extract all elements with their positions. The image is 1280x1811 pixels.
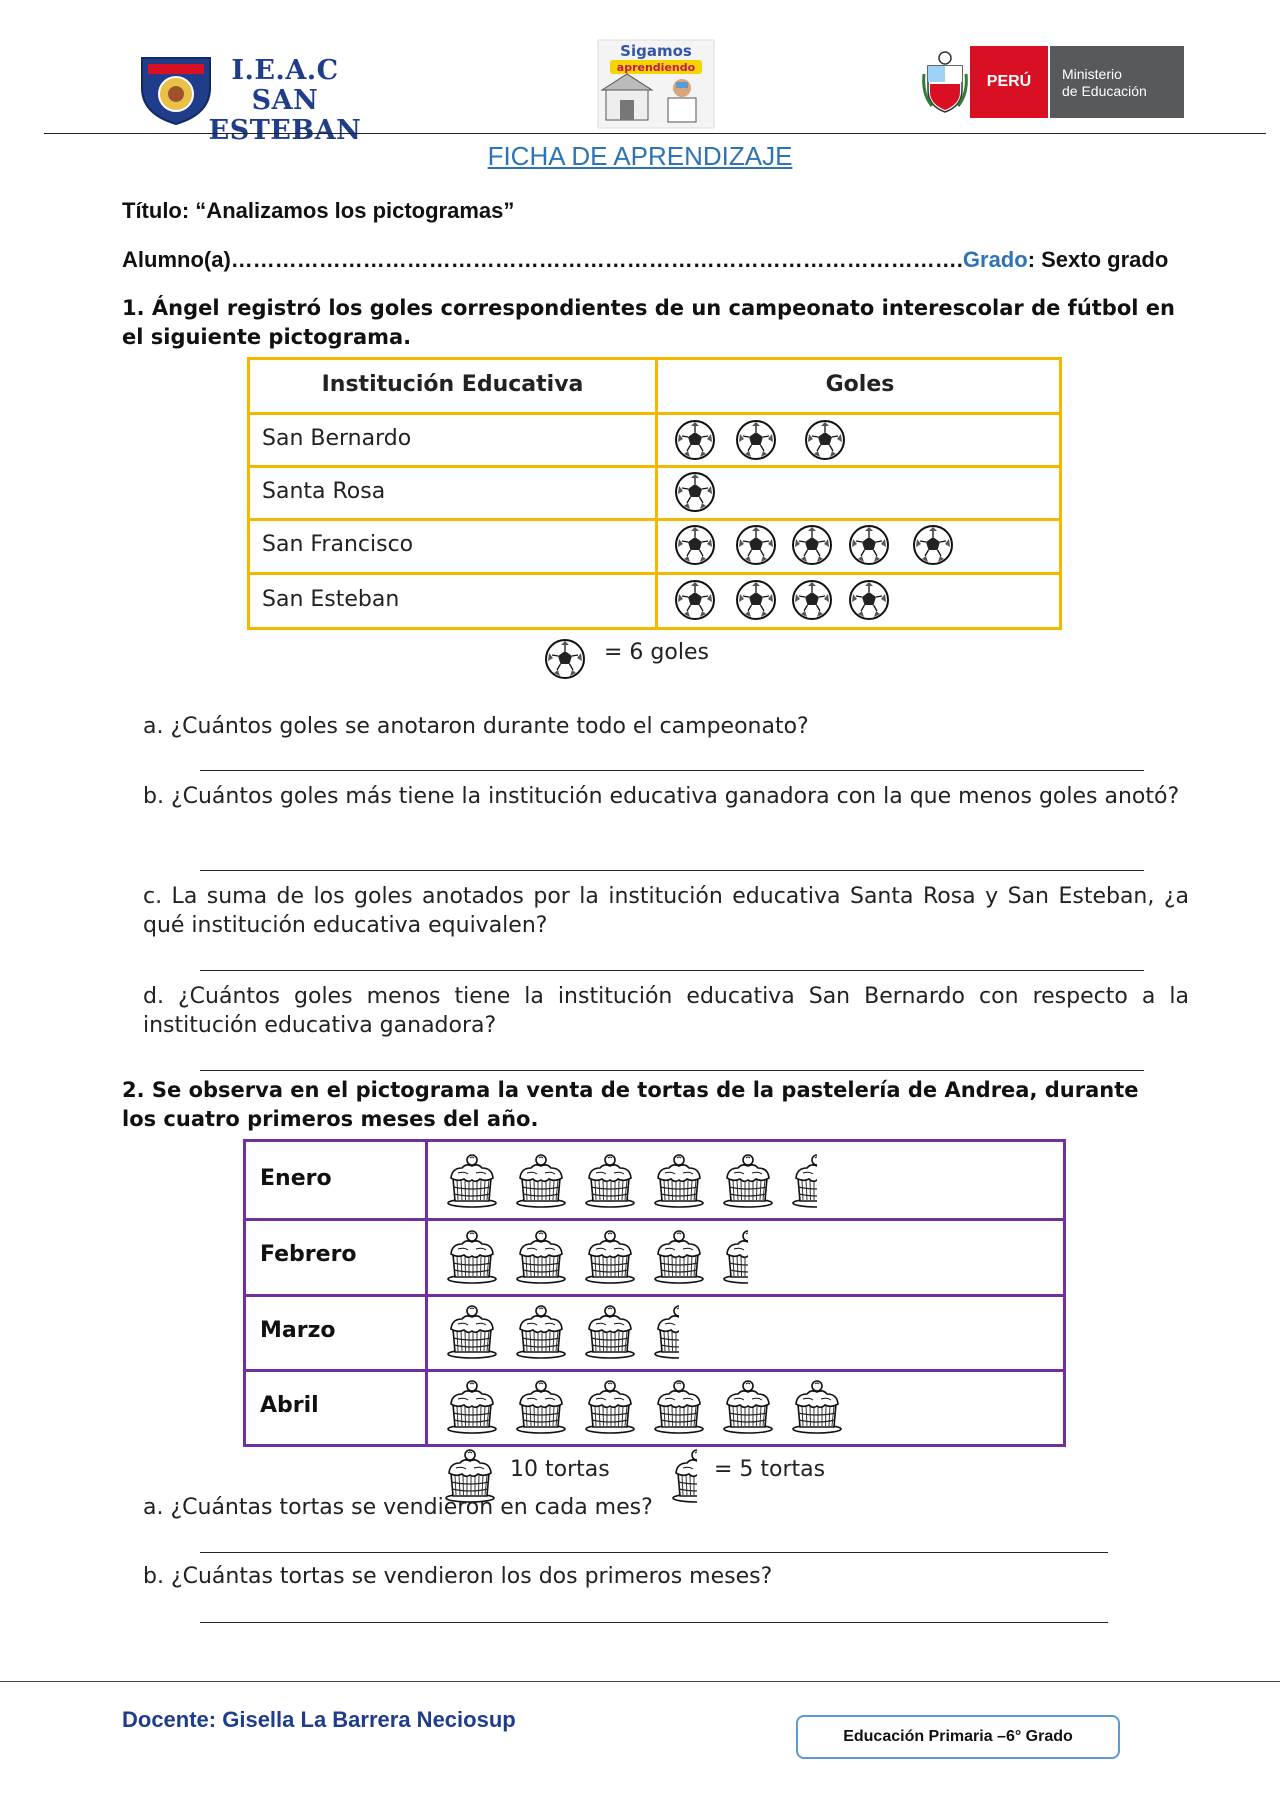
soccer-ball-icon xyxy=(791,524,833,566)
peru-label: PERÚ xyxy=(970,46,1048,118)
cake-icon xyxy=(446,1377,498,1435)
cake-icon xyxy=(584,1377,636,1435)
header-divider xyxy=(44,133,1266,134)
question-1b: b. ¿Cuántos goles más tiene la institución educativa ganadora con la que menos goles anotó? xyxy=(143,784,1180,809)
cake-icon xyxy=(446,1151,498,1209)
row-label-febrero: Febrero xyxy=(260,1242,357,1267)
grade-level-badge: Educación Primaria –6° Grado xyxy=(796,1715,1120,1759)
row-label-enero: Enero xyxy=(260,1166,332,1191)
cake-icon xyxy=(722,1151,774,1209)
question-1c: c. La suma de los goles anotados por la institución educativa Santa Rosa y San Esteban, ¿a qué institución educativa equivalen? xyxy=(143,884,1189,938)
grade-label: Grado xyxy=(962,247,1028,272)
row-label-san-esteban: San Esteban xyxy=(262,587,400,612)
soccer-ball-icon xyxy=(735,524,777,566)
soccer-ball-icon xyxy=(848,524,890,566)
question-2b: b. ¿Cuántas tortas se vendieron los dos primeros meses? xyxy=(143,1564,773,1589)
half-cake-icon xyxy=(791,1151,817,1209)
goals-pictogram-table xyxy=(247,357,1062,630)
soccer-ball-icon xyxy=(791,579,833,621)
student-label: Alumno(a)………………………………………………………………………………………. xyxy=(122,247,963,272)
table-divider xyxy=(250,518,1059,521)
soccer-ball-icon xyxy=(674,579,716,621)
ministerio-line1: Ministerio xyxy=(1062,66,1122,82)
cake-icon xyxy=(515,1151,567,1209)
table-divider xyxy=(250,412,1059,415)
cakes-pictogram-table xyxy=(243,1139,1066,1447)
cake-icon xyxy=(584,1151,636,1209)
cake-icon xyxy=(446,1302,498,1360)
school-name-line1: I.E.A.C xyxy=(231,55,339,86)
sigamos-line2: aprendiendo xyxy=(616,61,696,74)
soccer-ball-icon xyxy=(674,524,716,566)
table-divider xyxy=(250,572,1059,575)
answer-line-1b[interactable] xyxy=(200,870,1144,871)
grade-value: : Sexto grado xyxy=(1027,247,1169,272)
half-cake-icon xyxy=(722,1227,748,1285)
goals-key: = 6 goles xyxy=(604,640,709,665)
soccer-ball-icon xyxy=(674,471,716,513)
cake-icon xyxy=(584,1302,636,1360)
ficha-title: FICHA DE APRENDIZAJE xyxy=(487,141,793,171)
cake-icon xyxy=(446,1227,498,1285)
soccer-ball-icon xyxy=(735,579,777,621)
cake-icon xyxy=(722,1377,774,1435)
cake-icon xyxy=(791,1377,843,1435)
soccer-ball-icon xyxy=(735,419,777,461)
question-1d: d. ¿Cuántos goles menos tiene la institución educativa San Bernardo con respecto a la institución educativa ganadora? xyxy=(143,984,1189,1038)
row-label-san-francisco: San Francisco xyxy=(262,532,414,557)
question-2a: a. ¿Cuántas tortas se vendieron en cada mes? xyxy=(143,1495,653,1520)
cakes-key-half: = 5 tortas xyxy=(714,1457,826,1482)
soccer-ball-icon xyxy=(544,638,586,680)
table-divider xyxy=(655,360,658,627)
footer-divider xyxy=(0,1681,1280,1682)
column-header-institution: Institución Educativa xyxy=(321,372,584,397)
student-line xyxy=(122,247,1168,273)
worksheet-title: Título: “Analizamos los pictogramas” xyxy=(122,198,515,223)
soccer-ball-icon xyxy=(848,579,890,621)
table-divider xyxy=(246,1294,1063,1297)
question-1-heading: 1. Ángel registró los goles correspondientes de un campeonato interescolar de fútbol en el siguiente pictograma. xyxy=(122,296,1175,349)
soccer-ball-icon xyxy=(674,419,716,461)
table-divider xyxy=(250,465,1059,468)
answer-line-1a[interactable] xyxy=(200,770,1144,771)
answer-line-1c[interactable] xyxy=(200,970,1144,971)
ministerio-label xyxy=(1050,46,1184,118)
cake-icon xyxy=(515,1302,567,1360)
answer-line-1d[interactable] xyxy=(200,1070,1144,1071)
row-label-santa-rosa: Santa Rosa xyxy=(262,479,386,504)
ministerio-line2: de Educación xyxy=(1062,83,1147,99)
half-cake-icon xyxy=(653,1302,679,1360)
cake-icon xyxy=(653,1151,705,1209)
table-divider xyxy=(246,1369,1063,1372)
answer-line-2a[interactable] xyxy=(200,1552,1108,1553)
cake-icon xyxy=(515,1227,567,1285)
school-name-line2: SAN ESTEBAN xyxy=(208,85,362,146)
ministerio-logo xyxy=(922,46,1184,118)
cakes-key-full: 10 tortas xyxy=(510,1457,610,1482)
table-divider xyxy=(246,1218,1063,1221)
row-label-marzo: Marzo xyxy=(260,1318,336,1343)
table-divider xyxy=(425,1142,428,1444)
cake-icon xyxy=(653,1227,705,1285)
teacher-name: Docente: Gisella La Barrera Neciosup xyxy=(122,1707,516,1732)
soccer-ball-icon xyxy=(804,419,846,461)
sigamos-aprendiendo-logo xyxy=(596,38,716,130)
cake-icon xyxy=(653,1377,705,1435)
row-label-abril: Abril xyxy=(260,1393,319,1418)
cake-icon xyxy=(515,1377,567,1435)
soccer-ball-icon xyxy=(912,524,954,566)
answer-line-2b[interactable] xyxy=(200,1622,1108,1623)
sigamos-line1: Sigamos xyxy=(620,42,692,60)
question-2-heading: 2. Se observa en el pictograma la venta de tortas de la pastelería de Andrea, durante los cuatro primeros meses del año. xyxy=(122,1078,1139,1131)
row-label-san-bernardo: San Bernardo xyxy=(262,426,412,451)
cake-icon xyxy=(584,1227,636,1285)
column-header-goals: Goles xyxy=(825,372,895,397)
peru-shield-icon xyxy=(922,48,968,114)
question-1a: a. ¿Cuántos goles se anotaron durante todo el campeonato? xyxy=(143,714,809,739)
